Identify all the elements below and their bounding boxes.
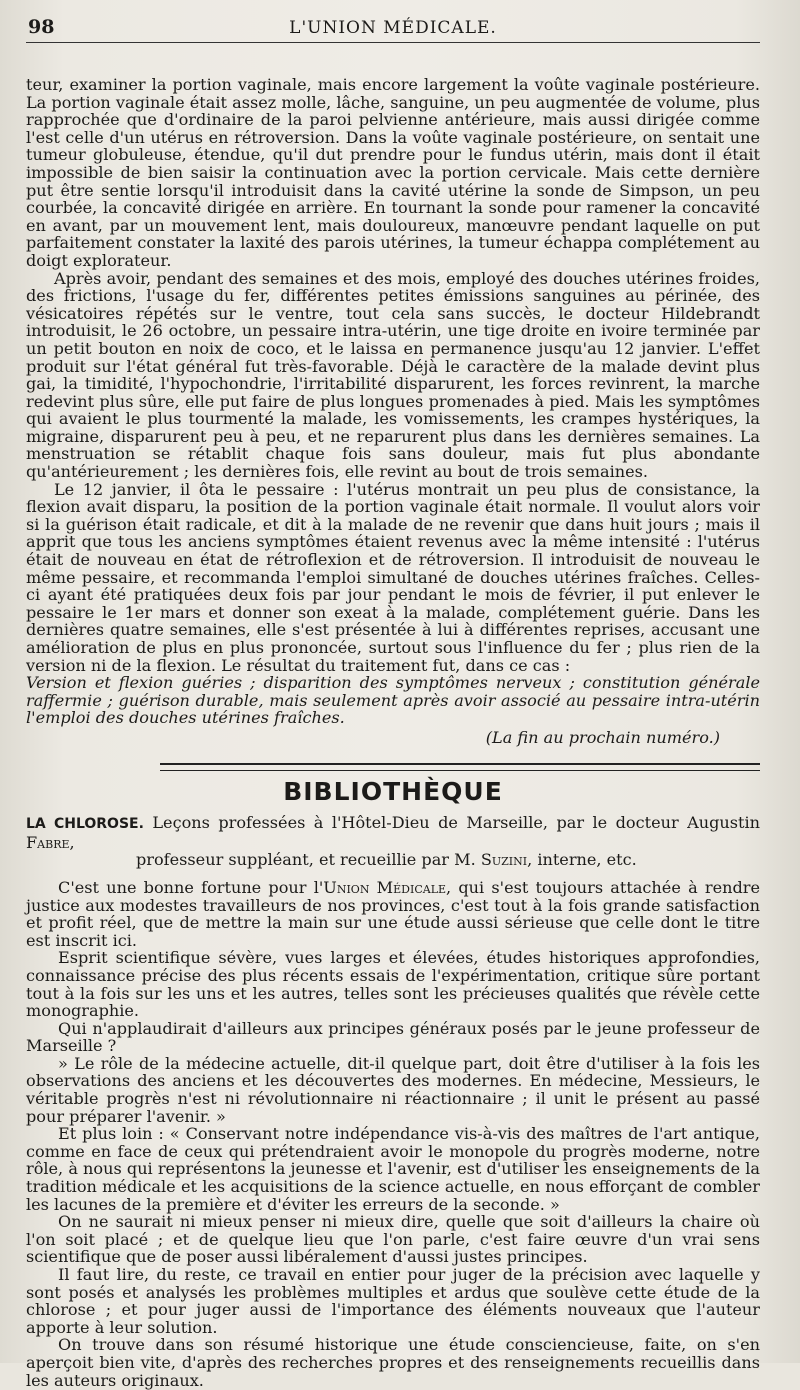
review-p1-journal: Union Médicale, [323, 877, 452, 897]
article-body [26, 76, 760, 1389]
conclusion-text: Version et flexion guéries ; disparition des symptômes nerveux ; constitution générale raffermie ; guérison durable, mais seulement après avoir associé au pessaire intra-utérin l'emploi des douches utérines fraîches. [26, 673, 760, 728]
review-paragraph: Esprit scientifique sévère, vues larges et élevées, études historiques approfondies, connaissance précise des plus récents essais de l'expérimentation, critique sûre portant tout à la fois sur les uns et les autres, telles sont les précieuses qualités que révèle cette monographie. [26, 948, 760, 1021]
article-paragraph: teur, examiner la portion vaginale, mais encore largement la voûte vaginale postérieure. La portion vaginale était assez molle, lâche, sanguine, un peu augmentée de volume, plus rapprochée que d'ordinaire de la paroi pelvienne antérieure, mais aussi dirigée comme l'est celle d'un utérus en rétroversion. Dans la voûte vaginale postérieure, on sentait une tumeur globuleuse, étendue, qu'il dut prendre pour le fundus utérin, mais dont il était impossible de bien saisir la continuation avec la portion cervicale. Mais cette dernière put être sentie lorsqu'il introduisit dans la cavité utérine la sonde de Simpson, un peu courbée, la concavité dirigée en arrière. En tournant la sonde pour ramener la concavité en avant, par un mouvement lent, mais douloureux, manœuvre pendant laquelle on put parfaitement constater la laxité des parois utérines, la tumeur échappa complétement au doigt explorateur. [26, 75, 760, 270]
section-divider [160, 763, 760, 771]
review-recorder: Suzini, [480, 850, 533, 870]
review-p1-pre: C'est une bonne fortune pour l' [58, 877, 324, 897]
section-heading: BIBLIOTHÈQUE [283, 776, 503, 806]
article-conclusion [26, 674, 760, 727]
page-number: 98 [28, 16, 55, 38]
article-paragraph: Le 12 janvier, il ôta le pessaire : l'utérus montrait un peu plus de consistance, la flexion avait disparu, la position de la portion vaginale était normale. Il voulut alors voir si la guérison était radicale, et dit à la malade de ne revenir que dans huit jours ; mais il apprit que tous les anciens symptômes étaient revenus avec la même intensité : l'utérus était de nouveau en état de rétroflexion et de rétroversion. Il introduisit de nouveau le même pessaire, et recommanda l'emploi simultané de douches utérines fraîches. Celles-ci ayant été pratiquées deux fois par jour pendant le mois de février, il put enlever le pessaire le 1er mars et donner son exeat à la malade, complétement guérie. Dans les dernières quatre semaines, elle s'est présentée à lui à différentes reprises, accusant une amélioration de plus en plus prononcée, surtout sous l'influence du fer ; plus rien de la version ni de la flexion. Le résultat du traitement fut, dans ce cas : [26, 479, 760, 675]
article-paragraph: Après avoir, pendant des semaines et des mois, employé des douches utérines froides, des frictions, l'usage du fer, différentes petites émissions sanguines au périnée, des vésicatoires répétés sur le ventre, tout cela sans succès, le docteur Hildebrandt introduisit, le 26 octobre, un pessaire intra-utérin, une tige droite en ivoire terminée par un petit bouton en noix de coco, et le laissa en permanence jusqu'au 12 janvier. L'effet produit sur l'état général fut très-favorable. Déjà le caractère de la malade devint plus gai, la timidité, l'hypochondrie, l'irritabilité disparurent, les forces revinrent, la marche redevint plus sûre, elle put faire de plus longues promenades à pied. Mais les symptômes qui avaient le plus tourmenté la malade, les vomissements, les crampes hystériques, la migraine, disparurent peu à peu, et ne reparurent plus dans les dernières semaines. La menstruation se rétablit chaque fois sans douleur, mais fut plus abondante qu'antérieurement ; les dernières fois, elle revint au bout de trois semaines. [26, 268, 760, 482]
review-p1-post: qui s'est toujours attachée à rendre justice aux modestes travailleurs de nos provinces, c'est tout à la fois grande satisfaction et profit réel, que de mettre la main sur une étude aussi sérieuse que celle dont le titre est inscrit ici. [26, 877, 760, 950]
sign-off: (La fin au prochain numéro.) [485, 727, 720, 747]
review-paragraph: Qui n'applaudirait d'ailleurs aux principes généraux posés par le jeune professeur de Marseille ? [26, 1018, 760, 1056]
review-author: Fabre, [26, 832, 75, 852]
review-paragraph: On trouve dans son résumé historique une étude consciencieuse, faite, on s'en aperçoit bien vite, d'après des recherches propres et des renseignements recueillis dans les auteurs originaux. [26, 1335, 760, 1390]
review-paragraph [26, 879, 760, 949]
review-title-cont: professeur suppléant, et recueillie par M. [136, 850, 476, 870]
review-body [26, 879, 760, 1389]
review-title-end: interne, etc. [537, 850, 637, 870]
review-paragraph: Et plus loin : « Conservant notre indépendance vis-à-vis des maîtres de l'art antique, comme en face de ceux qui prétendraient avoir le monopole du progrès moderne, notre rôle, à nous qui représentons la jeunesse et l'avenir, est d'utiliser les enseignements de la tradition médicale et les acquisitions de la science actuelle, en nous efforçant de combler les lacunes de la première et d'éviter les erreurs de la seconde. » [26, 1124, 760, 1214]
review-paragraph: » Le rôle de la médecine actuelle, dit-il quelque part, doit être d'utiliser à la fois les observations des anciens et les découvertes des modernes. En médecine, Messieurs, le véritable progrès n'est ni révolutionnaire ni réactionnaire ; il unit le présent au passé pour préparer l'avenir. » [26, 1053, 760, 1126]
running-head [26, 14, 760, 43]
journal-title: L'UNION MÉDICALE. [289, 18, 497, 38]
review-tag: LA CHLOROSE. [26, 816, 144, 833]
review-paragraph: Il faut lire, du reste, ce travail en entier pour juger de la précision avec laquelle y sont posés et analysés les problèmes multiples et ardus que soulève cette étude de la chlorose ; et pour juger aussi de l'importance des éléments nouveaux que l'auteur apporte à leur solution. [26, 1265, 760, 1337]
review-paragraph: On ne saurait ni mieux penser ni mieux dire, quelle que soit d'ailleurs la chaire où l'on soit placé ; et de quelque lieu que l'on parle, c'est faire œuvre d'un vrai sens scientifique que de poser aussi libéralement d'aussi justes principes. [26, 1212, 760, 1267]
review-header [26, 814, 760, 869]
review-title: Leçons professées à l'Hôtel-Dieu de Marseille, par le docteur Augustin [152, 813, 760, 833]
review-title-continued [26, 851, 760, 869]
